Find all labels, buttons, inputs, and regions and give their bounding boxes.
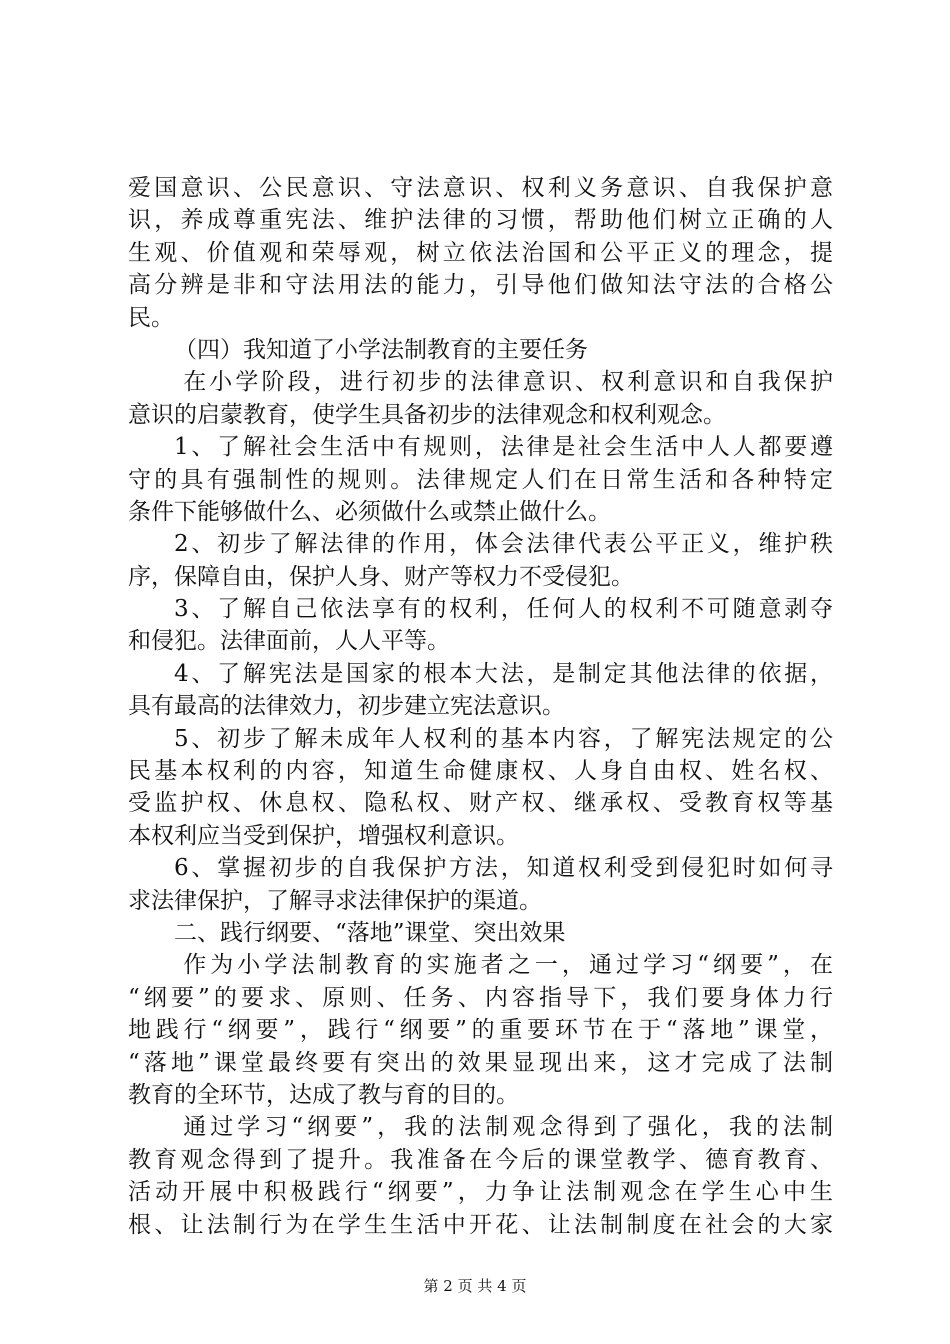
- text-line: 生观、价值观和荣辱观，树立依法治国和公平正义的理念，提: [128, 239, 833, 266]
- text-line: 条件下能够做什么、必须做什么或禁止做什么。: [128, 498, 611, 525]
- text-line: 地践行“纲要”，践行“纲要”的重要环节在于“落地”课堂，: [128, 1017, 833, 1044]
- text-line: 求法律保护，了解寻求法律保护的渠道。: [128, 887, 542, 914]
- text-line: “纲要”的要求、原则、任务、内容指导下，我们要身体力行: [128, 984, 833, 1011]
- text-line: 活动开展中积极践行“纲要”，力争让法制观念在学生心中生: [128, 1179, 833, 1206]
- text-line: 具有最高的法律效力，初步建立宪法意识。: [128, 693, 565, 720]
- text-line: 高分辨是非和守法用法的能力，引导他们做知法守法的合格公: [128, 272, 833, 299]
- text-line: 4、了解宪法是国家的根本大法，是制定其他法律的依据，: [174, 660, 833, 687]
- text-line: 本权利应当受到保护，增强权利意识。: [128, 822, 519, 849]
- text-line: 意识的启蒙教育，使学生具备初步的法律观念和权利观念。: [128, 401, 726, 428]
- text-line: 5、初步了解未成年人权利的基本内容，了解宪法规定的公: [174, 725, 833, 752]
- text-line: 守的具有强制性的规则。法律规定人们在日常生活和各种特定: [128, 466, 833, 493]
- text-line: 教育观念得到了提升。我准备在今后的课堂教学、德育教育、: [128, 1146, 833, 1173]
- text-line: 识，养成尊重宪法、维护法律的习惯，帮助他们树立正确的人: [128, 207, 833, 234]
- text-line: 3、了解自己依法享有的权利，任何人的权利不可随意剥夺: [174, 596, 833, 623]
- body-text: [128, 172, 833, 1241]
- text-line: 在小学阶段，进行初步的法律意识、权利意识和自我保护: [183, 369, 833, 396]
- text-line: 和侵犯。法律面前，人人平等。: [128, 628, 450, 655]
- text-line: 受监护权、休息权、隐私权、财产权、继承权、受教育权等基: [128, 790, 833, 817]
- text-line: 民基本权利的内容，知道生命健康权、人身自由权、姓名权、: [128, 758, 833, 785]
- text-line: 1、了解社会生活中有规则，法律是社会生活中人人都要遵: [174, 434, 833, 461]
- text-line: 通过学习“纲要”，我的法制观念得到了强化，我的法制: [183, 1114, 833, 1141]
- text-line: 根、让法制行为在学生生活中开花、让法制制度在社会的大家: [128, 1211, 833, 1238]
- text-line: 序，保障自由，保护人身、财产等权力不受侵犯。: [128, 563, 634, 590]
- text-line: 作为小学法制教育的实施者之一，通过学习“纲要”，在: [183, 952, 833, 979]
- page-footer: 第 2 页 共 4 页: [423, 1277, 527, 1295]
- text-line: 民。: [128, 304, 174, 331]
- text-line: （四）我知道了小学法制教育的主要任务: [174, 336, 588, 363]
- text-line: 爱国意识、公民意识、守法意识、权利义务意识、自我保护意: [128, 175, 833, 201]
- text-line: 6、掌握初步的自我保护方法，知道权利受到侵犯时如何寻: [174, 855, 833, 882]
- text-line: 二、践行纲要、“落地”课堂、突出效果: [174, 919, 566, 946]
- text-line: 2、初步了解法律的作用，体会法律代表公平正义，维护秩: [174, 531, 833, 558]
- text-line: “落地”课堂最终要有突出的效果显现出来，这才完成了法制: [128, 1049, 833, 1076]
- text-line: 教育的全环节，达成了教与育的目的。: [128, 1081, 519, 1108]
